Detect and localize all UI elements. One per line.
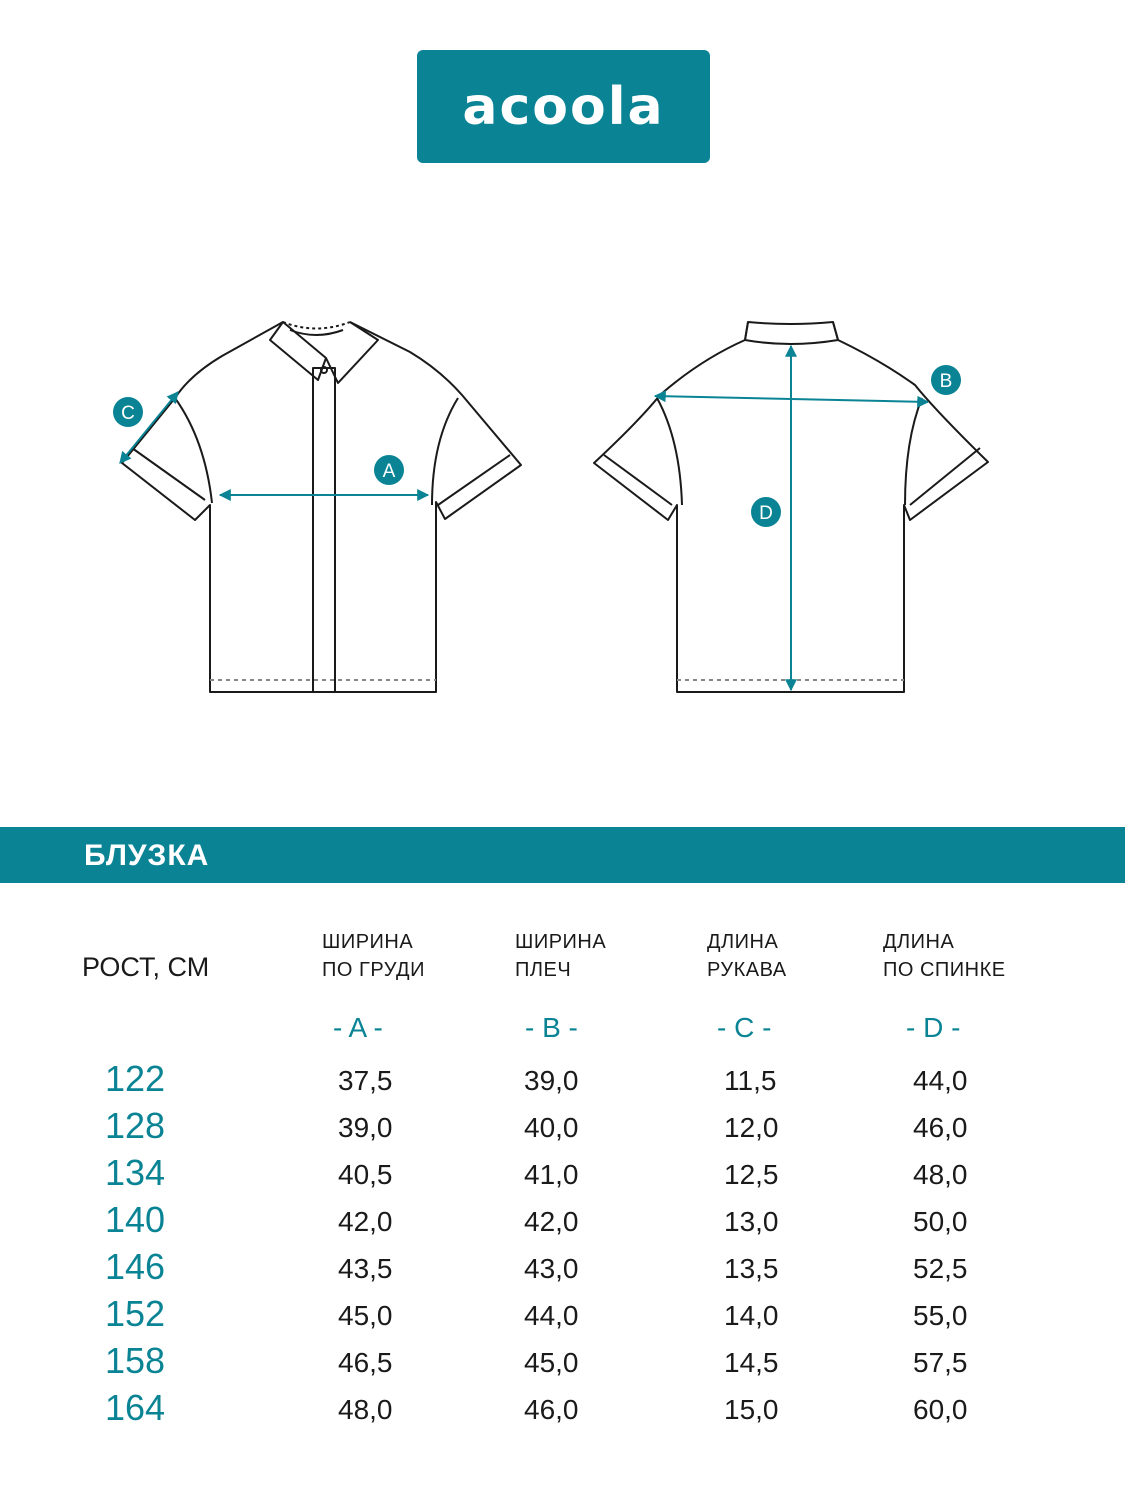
- cell-b: 43,0: [524, 1253, 579, 1284]
- cell-b: 42,0: [524, 1206, 579, 1237]
- cell-d: 52,5: [913, 1253, 968, 1284]
- cell-c: 14,0: [724, 1300, 779, 1331]
- section-banner: [0, 827, 1125, 883]
- row-height: 134: [105, 1152, 166, 1193]
- column-header-b-line2: ПЛЕЧ: [515, 959, 572, 981]
- cell-c: 12,5: [724, 1159, 779, 1190]
- row-height: 158: [105, 1340, 166, 1381]
- cell-a: 39,0: [338, 1112, 393, 1143]
- front-view: [122, 322, 521, 692]
- cell-d: 48,0: [913, 1159, 968, 1190]
- column-header-b: [515, 928, 606, 984]
- cell-d: 46,0: [913, 1112, 968, 1143]
- column-header-d-line2: ПО СПИНКЕ: [883, 959, 1006, 981]
- cell-b: 45,0: [524, 1347, 579, 1378]
- height-column-header: РОСТ, СМ: [82, 952, 210, 982]
- column-header-a: [322, 928, 425, 984]
- column-header-a-line1: ШИРИНА: [322, 931, 414, 953]
- row-height: 122: [105, 1058, 166, 1099]
- column-header-a-line2: ПО ГРУДИ: [322, 959, 425, 981]
- column-header-c: [707, 928, 787, 984]
- cell-d: 60,0: [913, 1394, 968, 1425]
- column-code-d: - D -: [906, 1012, 961, 1043]
- column-header-d-line1: ДЛИНА: [883, 931, 955, 953]
- cell-d: 44,0: [913, 1065, 968, 1096]
- marker-c: [113, 397, 143, 427]
- cell-b: 44,0: [524, 1300, 579, 1331]
- column-code-b: - B -: [525, 1012, 578, 1043]
- column-header-b-line1: ШИРИНА: [515, 931, 607, 953]
- marker-d-label: D: [759, 503, 773, 524]
- row-height: 146: [105, 1246, 166, 1287]
- brand-logo-text: acoola: [462, 76, 665, 137]
- cell-a: 46,5: [338, 1347, 393, 1378]
- cell-b: 41,0: [524, 1159, 579, 1190]
- cell-c: 13,0: [724, 1206, 779, 1237]
- cell-c: 15,0: [724, 1394, 779, 1425]
- cell-a: 48,0: [338, 1394, 393, 1425]
- cell-d: 57,5: [913, 1347, 968, 1378]
- cell-a: 42,0: [338, 1206, 393, 1237]
- cell-a: 37,5: [338, 1065, 393, 1096]
- cell-a: 45,0: [338, 1300, 393, 1331]
- cell-a: 43,5: [338, 1253, 393, 1284]
- brand-logo: [417, 50, 710, 163]
- cell-a: 40,5: [338, 1159, 393, 1190]
- cell-d: 50,0: [913, 1206, 968, 1237]
- marker-b: [931, 365, 961, 395]
- marker-a: [374, 455, 404, 485]
- column-header-c-line1: ДЛИНА: [707, 931, 779, 953]
- marker-b-label: B: [939, 371, 953, 392]
- marker-d: [751, 497, 781, 527]
- column-header-d: [883, 928, 1006, 984]
- cell-b: 46,0: [524, 1394, 579, 1425]
- cell-b: 39,0: [524, 1065, 579, 1096]
- row-height: 128: [105, 1105, 166, 1146]
- cell-c: 11,5: [724, 1065, 777, 1096]
- cell-c: 12,0: [724, 1112, 779, 1143]
- marker-c-label: C: [121, 403, 135, 424]
- section-title: БЛУЗКА: [84, 839, 210, 872]
- row-height: 152: [105, 1293, 166, 1334]
- cell-c: 13,5: [724, 1253, 779, 1284]
- cell-c: 14,5: [724, 1347, 779, 1378]
- cell-b: 40,0: [524, 1112, 579, 1143]
- cell-d: 55,0: [913, 1300, 968, 1331]
- row-height: 140: [105, 1199, 166, 1240]
- garment-drawings: [0, 300, 1125, 720]
- marker-a-label: A: [382, 461, 396, 482]
- column-code-c: - C -: [717, 1012, 772, 1043]
- row-height: 164: [105, 1387, 166, 1428]
- column-header-c-line2: РУКАВА: [707, 959, 787, 981]
- column-code-a: - A -: [333, 1012, 383, 1043]
